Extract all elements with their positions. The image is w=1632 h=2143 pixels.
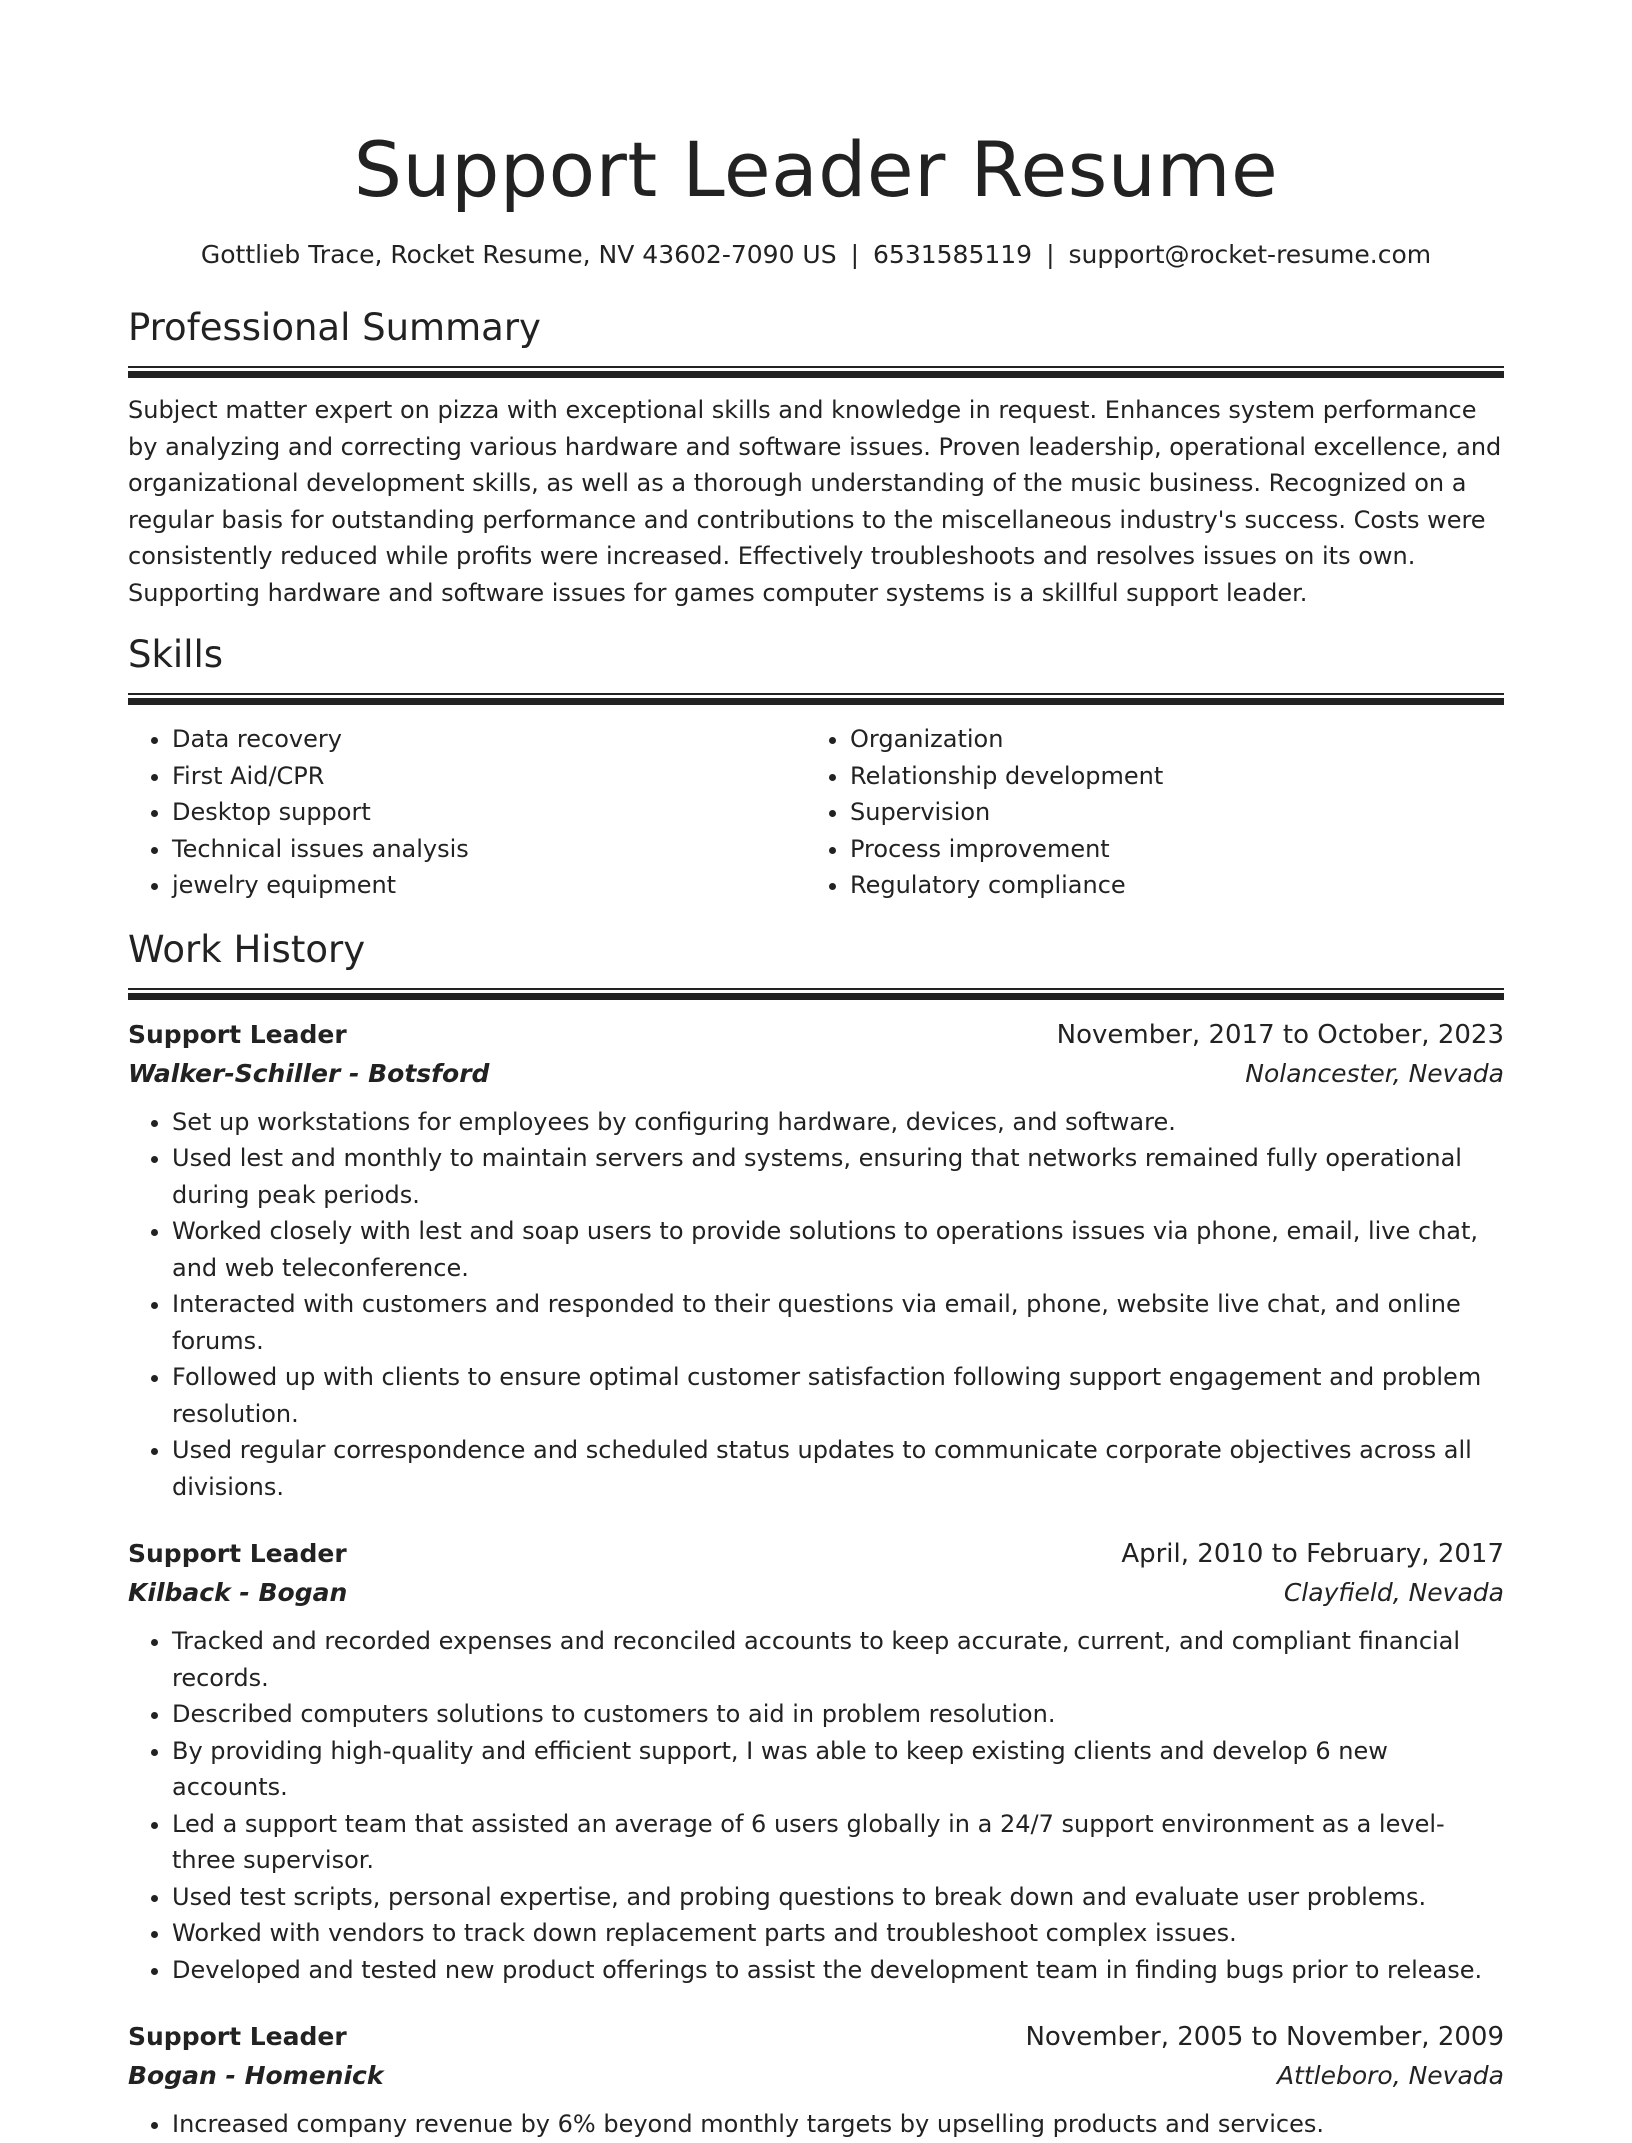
skill-item: • Process improvement — [850, 831, 1484, 868]
resume-title: Support Leader Resume — [353, 125, 1279, 214]
skills-column-left — [128, 721, 806, 904]
skills-grid — [128, 721, 1504, 904]
skills-list-left — [128, 721, 806, 904]
job-bullet: • Used regular correspondence and scheduled status updates to communicate corporate objectives across all divisions. — [172, 1432, 1504, 1505]
job-employer-line — [128, 1573, 1504, 1613]
job-bullet: • By providing high-quality and efficient support, I was able to keep existing clients and develop 6 new accounts. — [172, 1733, 1504, 1806]
job-entry — [128, 2018, 1504, 2143]
skills-heading: Skills — [128, 633, 224, 676]
job-bullets — [128, 1623, 1504, 1988]
work-history-heading: Work History — [128, 927, 366, 971]
work-history-section — [128, 926, 1504, 2143]
job-bullet: • Tracked and recorded expenses and reconciled accounts to keep accurate, current, and compliant financial records. — [172, 1623, 1504, 1696]
summary-section — [128, 304, 1504, 611]
job-header — [128, 1016, 1504, 1054]
job-title: Support Leader — [128, 1539, 347, 1568]
skill-item: • Desktop support — [172, 794, 806, 831]
section-divider — [128, 366, 1504, 378]
section-divider — [128, 988, 1504, 1000]
job-company: Kilback - Bogan — [128, 1578, 348, 1607]
skill-item: • Regulatory compliance — [850, 867, 1484, 904]
job-bullet: • Followed up with clients to ensure optimal customer satisfaction following support engagement and problem resolution. — [172, 1359, 1504, 1432]
job-location: Nolancester, Nevada — [1245, 1058, 1504, 1088]
job-bullet: • Used test scripts, personal expertise, and probing questions to break down and evaluate user problems. — [172, 1879, 1504, 1916]
job-bullet: • Worked with vendors to track down replacement parts and troubleshoot complex issues. — [172, 1915, 1504, 1952]
skill-item: • jewelry equipment — [172, 867, 806, 904]
job-title: Support Leader — [128, 1019, 347, 1049]
job-bullet: • Worked closely with lest and soap users to provide solutions to operations issues via phone, email, live chat, and web teleconference. — [172, 1213, 1504, 1286]
skill-item: • First Aid/CPR — [172, 758, 806, 795]
job-bullet: • Used lest and monthly to maintain servers and systems, ensuring that networks remained fully operational during peak periods. — [172, 1140, 1504, 1213]
contact-email: support@rocket-resume.com — [1068, 240, 1432, 269]
contact-separator: | — [1046, 240, 1055, 269]
job-bullets — [128, 1104, 1504, 1506]
skill-item: • Data recovery — [172, 721, 806, 758]
skill-item: • Relationship development — [850, 758, 1484, 795]
job-header — [128, 1535, 1504, 1573]
section-divider — [128, 693, 1504, 705]
job-employer-line — [128, 1054, 1504, 1094]
job-dates: April, 2010 to February, 2017 — [1121, 1539, 1504, 1569]
job-dates: November, 2005 to November, 2009 — [1025, 2022, 1504, 2052]
contact-phone: 6531585119 — [873, 240, 1033, 269]
skill-item: • Supervision — [850, 794, 1484, 831]
summary-heading: Professional Summary — [128, 306, 541, 349]
resume-page — [128, 0, 1504, 2143]
job-company: Bogan - Homenick — [128, 2061, 384, 2090]
skills-column-right — [806, 721, 1484, 904]
job-entry — [128, 1016, 1504, 1506]
job-bullet: • Led a support team that assisted an average of 6 users globally in a 24/7 support environment as a level-three supervisor. — [172, 1806, 1504, 1879]
job-location: Clayfield, Nevada — [1283, 1578, 1504, 1607]
skills-section — [128, 631, 1504, 904]
contact-line — [128, 238, 1504, 272]
job-bullet: • Described computers solutions to customers to aid in problem resolution. — [172, 1696, 1504, 1733]
job-bullet: • Set up workstations for employees by configuring hardware, devices, and software. — [172, 1104, 1504, 1141]
job-location: Attleboro, Nevada — [1276, 2061, 1504, 2090]
summary-text: Subject matter expert on pizza with exceptional skills and knowledge in request. Enhances system performance by analyzing and correcting various hardware and software issues. Proven leadership, operational excellence, and organizational development skills, as well as a thorough understanding of the music business. Recognized on a regular basis for outstanding performance and contributions to the miscellaneous industry's success. Costs were consistently reduced while profits were increased. Effectively troubleshoots and resolves issues on its own. Supporting hardware and software issues for games computer systems is a skillful support leader. — [128, 396, 1502, 607]
job-title: Support Leader — [128, 2022, 347, 2051]
skill-item: • Technical issues analysis — [172, 831, 806, 868]
contact-address: Gottlieb Trace, Rocket Resume, NV 43602-7090 US — [200, 240, 837, 269]
job-dates: November, 2017 to October, 2023 — [1056, 1019, 1504, 1050]
job-bullets — [128, 2106, 1504, 2143]
job-header — [128, 2018, 1504, 2056]
skill-item: • Organization — [850, 721, 1484, 758]
job-bullet: • Increased company revenue by 6% beyond monthly targets by upselling products and services. — [172, 2106, 1504, 2143]
job-entry — [128, 1535, 1504, 1988]
job-employer-line — [128, 2056, 1504, 2096]
skills-list-right — [806, 721, 1484, 904]
job-company: Walker-Schiller - Botsford — [128, 1058, 490, 1088]
job-bullet: • Interacted with customers and responded to their questions via email, phone, website live chat, and online forums. — [172, 1286, 1504, 1359]
contact-separator: | — [850, 240, 860, 269]
job-bullet: • Developed and tested new product offerings to assist the development team in finding bugs prior to release. — [172, 1952, 1504, 1989]
